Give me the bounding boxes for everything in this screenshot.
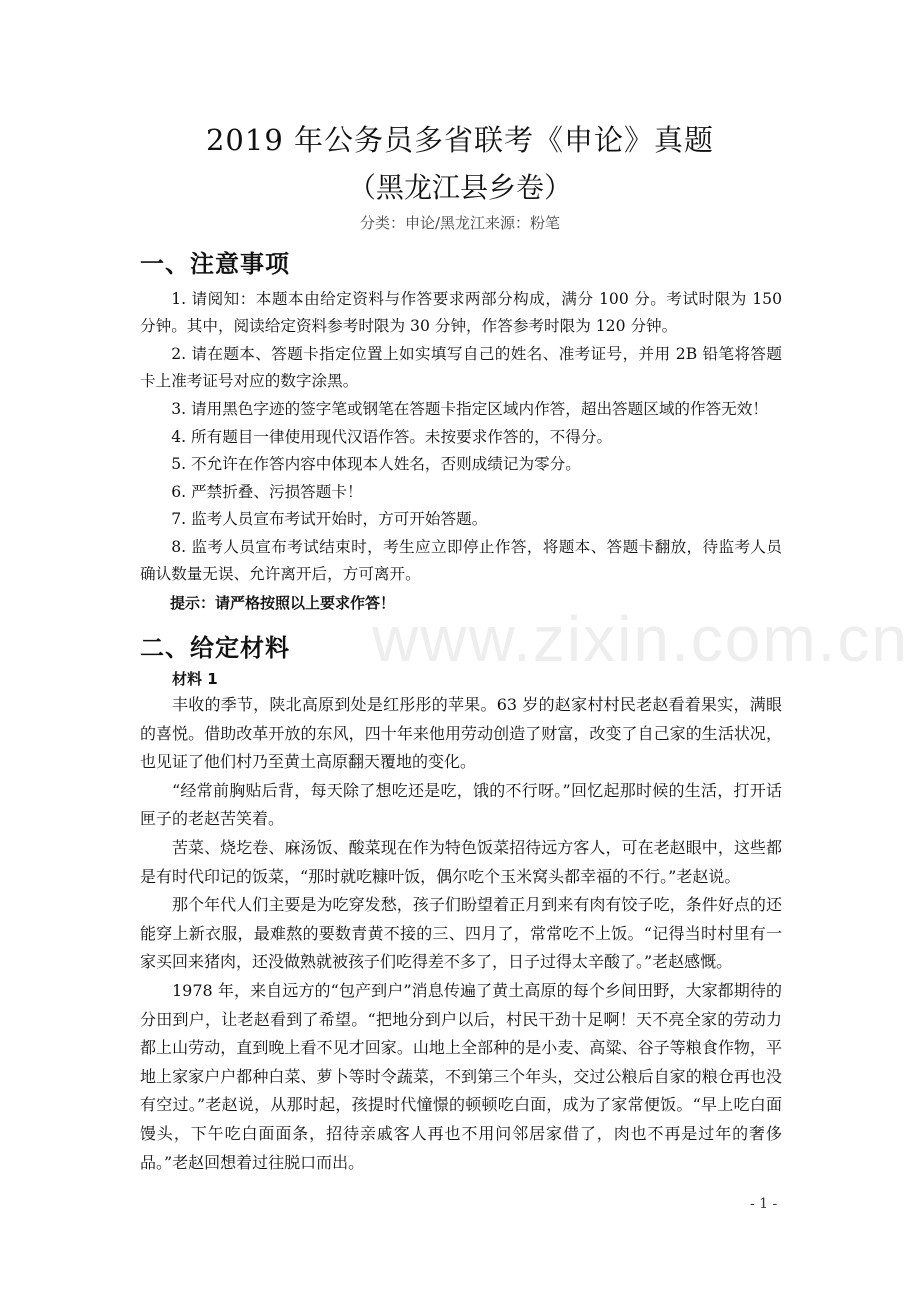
notice-tip: 提示：请严格按照以上要求作答！ bbox=[170, 594, 396, 612]
notice-item: 4. 所有题目一律使用现代汉语作答。未按要求作答的，不得分。 bbox=[171, 428, 613, 446]
notice-item: 8. 监考人员宣布考试结束时，考生应立即停止作答，将题本、答题卡翻放，待监考人员确认数量无误、允许离开后，方可离开。 bbox=[140, 538, 782, 583]
section-heading-notice: 一、注意事项 bbox=[140, 250, 290, 278]
material-paragraph: 1978 年，来自远方的“包产到户”消息传遍了黄土高原的每个乡间田野，大家都期待的分田到户，让老赵看到了希望。“把地分到户以后，村民干劲十足啊！天不亮全家的劳动力都上山劳动，直到晚上看不见才回家。山地上全部种的是小麦、高粱、谷子等粮食作物，平地上家家户户都种白菜、萝卜等时令蔬菜，不到第三个年头，交过公粮后自家的粮仓再也没有空过。”老赵说，从那时起，孩提时代憧憬的顿顿吃白面，成为了家常便饭。“早上吃白面馒头，下午吃白面面条，招待亲戚客人再也不用问邻居家借了，肉也不再是过年的奢侈品。”老赵回想着过往脱口而出。 bbox=[140, 980, 782, 1172]
notice-item: 6. 严禁折叠、污损答题卡！ bbox=[171, 483, 363, 501]
notice-item: 5. 不允许在作答内容中体现本人姓名，否则成绩记为零分。 bbox=[171, 455, 581, 473]
material-body bbox=[140, 691, 782, 1177]
material-paragraph: “经常前胸贴后背，每天除了想吃还是吃，饿的不行呀。”回忆起那时候的生活，打开话匣子的老赵苦笑着。 bbox=[140, 780, 782, 829]
material-paragraph: 那个年代人们主要是为吃穿发愁，孩子们盼望着正月到来有肉有饺子吃，条件好点的还能穿上新衣服，最难熬的要数青黄不接的三、四月了，常常吃不上饭。“记得当时村里有一家买回来猪肉，还没做熟就被孩子们吃得差不多了，日子过得太辛酸了。”老赵感慨。 bbox=[140, 895, 782, 972]
notice-item: 1. 请阅知：本题本由给定资料与作答要求两部分构成，满分 100 分。考试时限为 150 分钟。其中，阅读给定资料参考时限为 30 分钟，作答参考时限为 120 分钟。 bbox=[140, 290, 782, 335]
notice-item: 7. 监考人员宣布考试开始时，方可开始答题。 bbox=[171, 510, 488, 528]
material-paragraph: 丰收的季节，陕北高原到处是红彤彤的苹果。63 岁的赵家村村民老赵看着果实，满眼的喜悦。借助改革开放的东风，四十年来他用劳动创造了财富，改变了自己家的生活状况，也见证了他们村乃至黄土高原翻天覆地的变化。 bbox=[140, 695, 782, 772]
material-paragraph: 苦菜、烧圪卷、麻汤饭、酸菜现在作为特色饭菜招待远方客人，可在老赵眼中，这些都是有时代印记的饭菜，“那时就吃糠叶饭，偶尔吃个玉米窝头都幸福的不行。”老赵说。 bbox=[140, 837, 782, 886]
section-heading-materials: 二、给定材料 bbox=[140, 634, 290, 662]
document-title: 2019 年公务员多省联考《申论》真题 bbox=[205, 123, 715, 157]
watermark: www.zixin.com.cn bbox=[372, 603, 909, 675]
document-subtitle: （黑龙江县乡卷） bbox=[347, 171, 572, 204]
notice-item: 3. 请用黑色字迹的签字笔或钢笔在答题卡指定区域内作答，超出答题区域的作答无效！ bbox=[171, 400, 768, 418]
page-number: - 1 - bbox=[750, 1196, 778, 1212]
document-meta: 分类：申论/黑龙江来源：粉笔 bbox=[359, 214, 561, 232]
notice-item: 2. 请在题本、答题卡指定位置上如实填写自己的姓名、准考证号，并用 2B 铅笔将答题卡上准考证号对应的数字涂黑。 bbox=[140, 345, 782, 390]
material-label: 材料 1 bbox=[172, 670, 218, 688]
